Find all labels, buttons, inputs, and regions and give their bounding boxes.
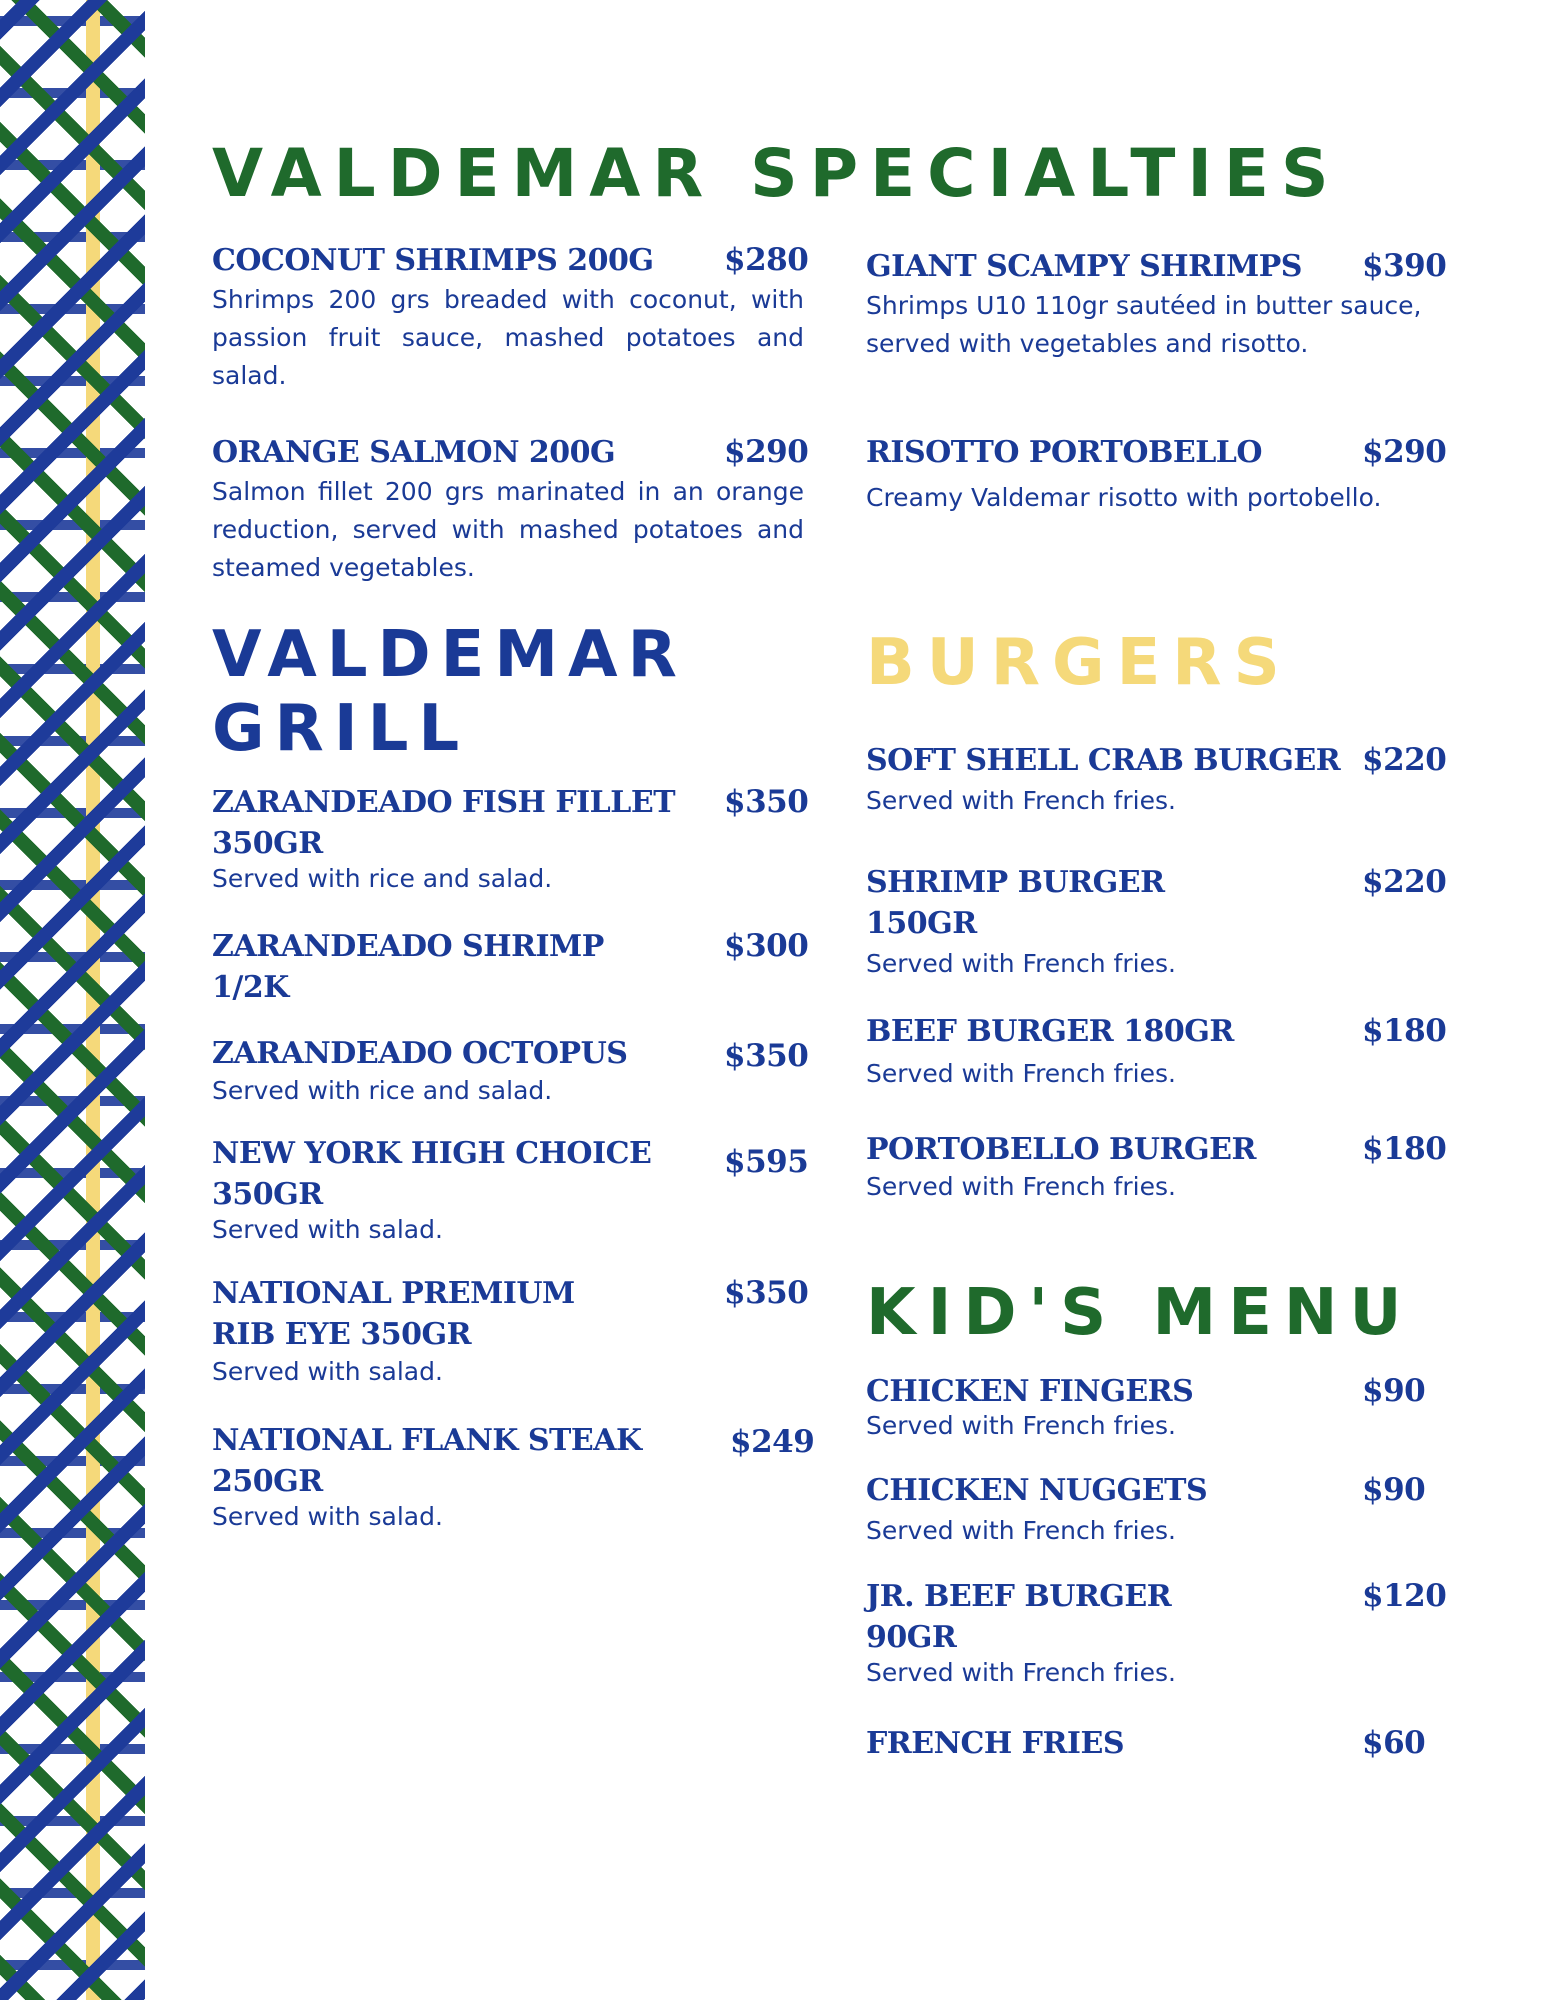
menu-item-portobello-burger	[866, 1129, 1466, 1204]
item-price: $120	[1362, 1578, 1447, 1614]
item-description: Served with French fries.	[866, 1658, 1176, 1687]
menu-item-shrimp-burger	[866, 862, 1466, 984]
item-description: Shrimps U10 110gr sautéed in butter sauce, served with vegetables and risotto.	[866, 291, 1422, 358]
item-description: Served with rice and salad.	[212, 864, 553, 893]
item-name: SOFT SHELL CRAB BURGER	[866, 743, 1341, 778]
section-title-kids-menu: KID'S MENU	[866, 1276, 1414, 1350]
item-price: $249	[730, 1424, 815, 1460]
item-description: Shrimps 200 grs breaded with coconut, with passion fruit sauce, mashed potatoes and salad.	[212, 285, 804, 390]
item-description: Served with French fries.	[866, 1516, 1176, 1545]
decorative-side-pattern	[0, 0, 145, 2000]
item-name: JR. BEEF BURGER 90GR	[866, 1579, 1172, 1655]
item-price: $595	[724, 1144, 809, 1180]
item-description: Salmon fillet 200 grs marinated in an orange reduction, served with mashed potatoes and steamed vegetables.	[212, 477, 804, 582]
item-description: Served with rice and salad.	[212, 1076, 553, 1105]
item-price: $90	[1362, 1373, 1426, 1409]
item-name: BEEF BURGER 180GR	[866, 1014, 1234, 1049]
menu-item-national-premium-rib-eye	[212, 1273, 809, 1389]
item-description: Served with French fries.	[866, 1411, 1176, 1440]
menu-item-chicken-fingers	[866, 1371, 1466, 1440]
menu-item-risotto-portobello	[866, 432, 1466, 517]
item-price: $350	[724, 1275, 809, 1311]
menu-item-soft-shell-crab-burger	[866, 740, 1466, 821]
item-name: PORTOBELLO BURGER	[866, 1132, 1256, 1167]
item-name: CHICKEN NUGGETS	[866, 1473, 1208, 1508]
menu-item-beef-burger	[866, 1011, 1466, 1096]
menu-item-zarandeado-shrimp	[212, 926, 809, 1008]
item-name: COCONUT SHRIMPS 200G	[212, 243, 654, 278]
menu-item-new-york-high-choice	[212, 1133, 809, 1245]
menu-item-french-fries	[866, 1723, 1426, 1764]
item-description: Creamy Valdemar risotto with portobello.	[866, 483, 1382, 512]
item-price: $290	[1362, 434, 1447, 470]
section-title-grill: VALDEMAR GRILL	[212, 618, 687, 766]
menu-item-giant-scampy-shrimps	[866, 246, 1466, 363]
item-name: NEW YORK HIGH CHOICE 350GR	[212, 1136, 652, 1212]
item-name: ZARANDEADO SHRIMP 1/2K	[212, 929, 604, 1005]
menu-item-orange-salmon	[212, 432, 809, 587]
item-description: Served with French fries.	[866, 786, 1176, 815]
item-price: $290	[724, 434, 809, 470]
menu-item-zarandeado-octopus	[212, 1033, 809, 1108]
item-description: Served with French fries.	[866, 1059, 1176, 1088]
item-price: $220	[1362, 864, 1447, 900]
item-price: $350	[724, 784, 809, 820]
menu-item-chicken-nuggets	[866, 1470, 1466, 1551]
item-price: $180	[1362, 1013, 1447, 1049]
item-description: Served with salad.	[212, 1502, 443, 1531]
item-name: SHRIMP BURGER 150GR	[866, 865, 1165, 941]
item-name: ZARANDEADO FISH FILLET 350GR	[212, 785, 676, 861]
item-name: RISOTTO PORTOBELLO	[866, 435, 1263, 470]
item-name: FRENCH FRIES	[866, 1726, 1124, 1761]
menu-item-coconut-shrimps	[212, 240, 809, 395]
item-name: NATIONAL FLANK STEAK 250GR	[212, 1423, 642, 1499]
item-description: Served with salad.	[212, 1215, 443, 1244]
item-price: $390	[1362, 248, 1447, 284]
item-description: Served with French fries.	[866, 949, 1176, 978]
section-title-specialties: VALDEMAR SPECIALTIES	[212, 135, 1341, 212]
item-name: CHICKEN FINGERS	[866, 1374, 1194, 1409]
item-price: $60	[1362, 1725, 1426, 1761]
menu-item-national-flank-steak	[212, 1420, 815, 1532]
item-name: ZARANDEADO OCTOPUS	[212, 1036, 628, 1071]
item-name: GIANT SCAMPY SHRIMPS	[866, 249, 1302, 284]
item-description: Served with French fries.	[866, 1172, 1176, 1201]
menu-item-zarandeado-fish-fillet	[212, 782, 809, 894]
item-price: $180	[1362, 1131, 1447, 1167]
menu-item-jr-beef-burger	[866, 1576, 1466, 1688]
item-price: $350	[724, 1038, 809, 1074]
item-price: $90	[1362, 1472, 1426, 1508]
item-price: $220	[1362, 742, 1447, 778]
item-description: Served with salad.	[212, 1357, 443, 1386]
section-title-burgers: BURGERS	[866, 626, 1292, 700]
item-price: $300	[724, 928, 809, 964]
item-price: $280	[724, 242, 809, 278]
item-name: ORANGE SALMON 200G	[212, 435, 616, 470]
item-name: NATIONAL PREMIUM RIB EYE 350GR	[212, 1276, 575, 1352]
